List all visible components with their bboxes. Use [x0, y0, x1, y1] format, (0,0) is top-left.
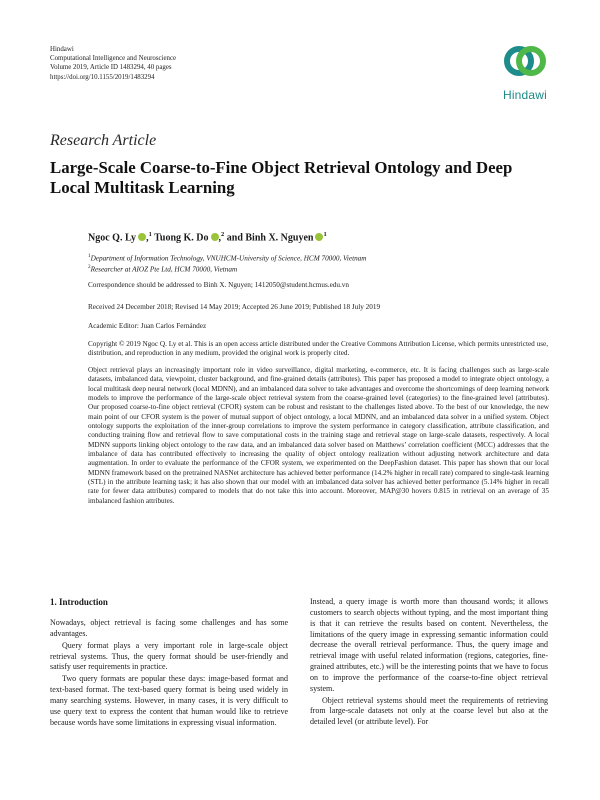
author-affil-sup: 2: [221, 231, 225, 238]
hindawi-logo: [494, 38, 556, 108]
orcid-icon[interactable]: [211, 233, 219, 241]
author-name: Binh X. Nguyen: [245, 232, 314, 244]
orcid-icon[interactable]: [138, 233, 146, 241]
journal-doi[interactable]: https://doi.org/10.1155/2019/1483294: [50, 73, 155, 81]
journal-volume: Volume 2019, Article ID 1483294, 40 pages: [50, 64, 172, 72]
author-list: Ngoc Q. Ly ,$^1$ Tuong K. Do ,$^2$ and Binh X. Nguyen $^1$: [88, 231, 327, 244]
paragraph: Object retrieval systems should meet the requirements of retrieving from large-scale datasets not only at the coarse level but also at the detailed level (or attribute level). For: [310, 695, 548, 727]
publication-dates: Received 24 December 2018; Revised 14 May 2019; Accepted 26 June 2019; Published 18 July 2019: [88, 303, 381, 311]
section-heading: 1. Introduction: [50, 597, 108, 607]
journal-info: [50, 45, 176, 82]
paragraph: Nowadays, object retrieval is facing some challenges and has some advantages.: [50, 618, 288, 638]
affiliation: $^1$Department of Information Technology, VNUHCM-University of Science, HCM 70000, Vietnam: [88, 253, 367, 263]
logo-text: Hindawi: [502, 88, 548, 102]
paper-title: Large-Scale Coarse-to-Fine Object Retrieval Ontology and Deep Local Multitask Learning: [50, 158, 513, 197]
paragraph: Two query formats are popular these days: image-based format and text-based format. The text-based query format is being used widely in many searching systems. However, in many cases, it is very difficult to use query text to express the content that human would like to retrieve because words have some limitations in expressing visual information.: [50, 674, 288, 727]
author-affil-sup: 1: [148, 231, 152, 238]
body-column-right: [310, 597, 548, 728]
paragraph: Query format plays a very important role in large-scale object retrieval systems. Thus, the query format should be user-friendly and satisfy user requirements in practice.: [50, 640, 288, 672]
academic-editor: Academic Editor: Juan Carlos Fernández: [88, 322, 207, 330]
article-type: Research Article: [50, 132, 157, 149]
author-name: Tuong K. Do: [154, 232, 209, 244]
author-affil-sup: 1: [323, 231, 327, 238]
body-column-left: [50, 597, 288, 728]
affiliation: $^2$Researcher at AIOZ Pte Ltd, HCM 70000, Vietnam: [88, 264, 238, 274]
author-and: and: [226, 232, 243, 244]
correspondence: Correspondence should be addressed to Binh X. Nguyen; 1412050@student.hcmus.edu.vn: [88, 281, 349, 289]
hindawi-rings-icon: [502, 38, 548, 84]
author-name: Ngoc Q. Ly: [88, 232, 137, 244]
journal-publisher: Hindawi: [50, 46, 74, 53]
abstract: Object retrieval plays an increasingly important role in video surveillance, digital marketing, e-commerce, etc. It is facing challenges such as large-scale datasets, imbalanced data, viewpoint, cluster background, and fine-grained details (attributes). This paper has proposed a model to integrate object ontology, a local multitask deep neural network (local MDNN), and an imbalanced data solver to take advantages and overcome the shortcomings of deep learning network models to improve the performance of the large-scale object retrieval system from the coarse-grained level (categories) to the fine-grained level (attributes). Our proposed coarse-to-fine object retrieval (CFOR) system can be robust and resistant to the challenges listed above. To the best of our knowledge, the new main point of our CFOR system is the power of mutual support of object ontology, a local MDNN, and an imbalanced data solver in a unified system. Object ontology supports the exploitation of the inner-group correlations to improve the system performance in category classification, attribute classification, and conducting training flow and retrieval flow to save computational costs in the training stage and retrieval stage on large-scale datasets, respectively. A local MDNN supports linking object ontology to the raw data, and an imbalanced data solver based on Matthews’ correlation coefficient (MCC) addresses that the imbalance of data has contributed effectively to increasing the quality of object ontology realization without adjusting network architecture and data augmentation. In order to evaluate the performance of the CFOR system, we experimented on the DeepFashion dataset. This paper has shown that our local MDNN framework based on the pretrained NASNet architecture has achieved better performance (14.2% higher in recall rate) compared to single-task learning (STL) in the attribute learning task; it has also shown that our model with an imbalanced data solver has achieved better performance (5.14% higher in recall rate for fewer data attributes) compared to models that do not take this into account. Moreover, MAP@30 hovers 0.815 in retrieval on an average of 35 imbalanced fashion attributes.: [88, 366, 549, 505]
copyright-notice: Copyright © 2019 Ngoc Q. Ly et al. This is an open access article distributed under the Creative Commons Attribution License, which permits unrestricted use, distribution, and reproduction in any medium, provided the original work is properly cited.: [88, 340, 548, 358]
journal-name: Computational Intelligence and Neuroscience: [50, 55, 177, 63]
paragraph: Instead, a query image is worth more than thousand words; it allows customers to search objects without typing, and the most important thing is that it can retrieve the results based on content. Nevertheless, the limitations of the query image in expressing semantic information could decrease the overall retrieval performance. Thus, the query image and retrieval image with useful related information (regions, categories, fine-grained attributes, etc.) will be the interesting points that we have to focus on to improve the performance of the coarse-to-fine object retrieval system.: [310, 597, 548, 693]
